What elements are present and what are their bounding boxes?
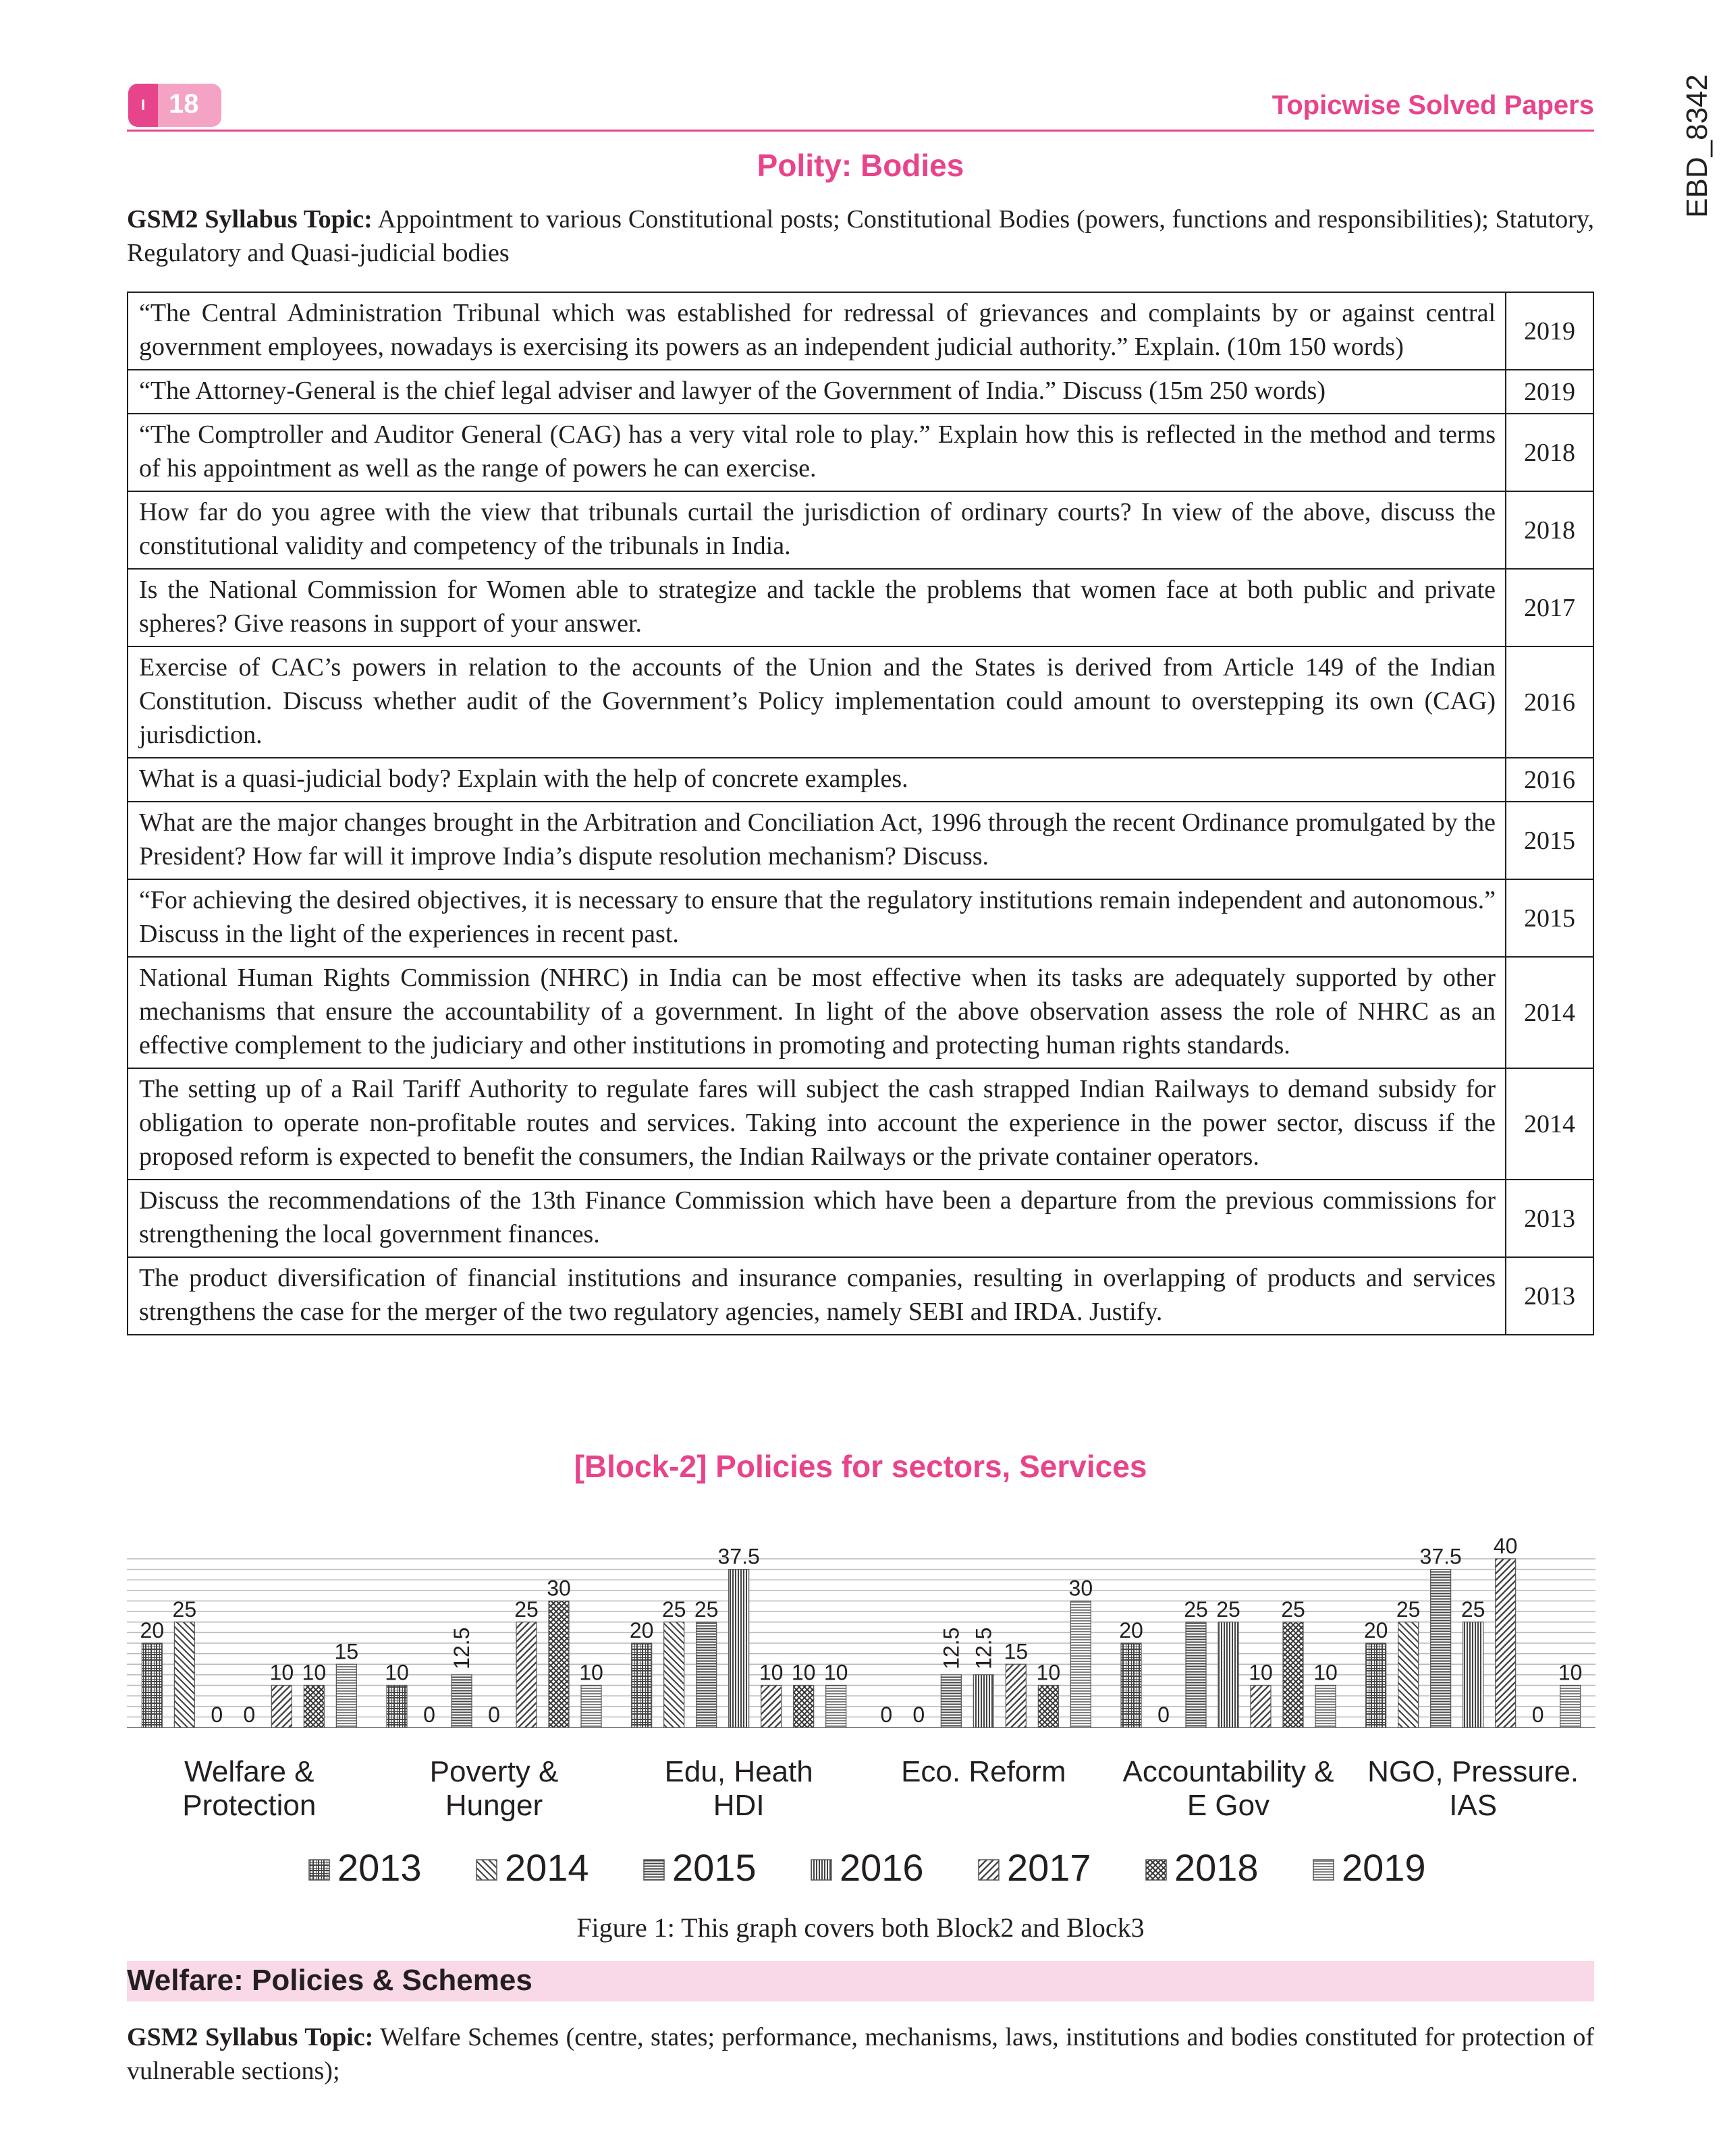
section-title-welfare: Welfare: Policies & Schemes (127, 1964, 532, 1997)
legend-swatch-2017 (979, 1860, 999, 1880)
figure-caption: Figure 1: This graph covers both Block2 and Block3 (576, 1912, 1145, 1943)
running-title: Topicwise Solved Papers (1272, 90, 1594, 120)
question-row (128, 957, 1593, 1068)
question-row (128, 646, 1593, 758)
category-label: IAS (1449, 1789, 1498, 1822)
question-text: “The Comptroller and Auditor General (CAG) has a very vital role to play.” Explain how this is reflected in the method and terms of his appointment as well as the range of powers he can exercise. (128, 414, 1506, 491)
data-label: 37.5 (1419, 1544, 1462, 1569)
question-row (128, 370, 1593, 414)
legend-label: 2019 (1342, 1846, 1426, 1889)
question-year: 2016 (1506, 758, 1593, 802)
bar-2015 (1186, 1622, 1206, 1727)
question-text: The setting up of a Rail Tariff Authority to regulate fares will subject the cash strapped Indian Railways to demand subsidy for obligation to operate non-profitable routes and services. Taking into account the experience in the power sector, discuss if the proposed reform is expected to benefit the consumers, the Indian Railways or the private container operators. (128, 1068, 1506, 1180)
category-label: Accountability & (1122, 1755, 1334, 1788)
bar-2017 (1006, 1664, 1026, 1727)
data-label: 10 (302, 1660, 327, 1685)
bar-2019 (1315, 1686, 1336, 1728)
data-label: 0 (880, 1703, 893, 1727)
bar-2019 (581, 1686, 601, 1728)
category-label: NGO, Pressure. (1367, 1755, 1579, 1788)
data-label: 25 (1396, 1597, 1421, 1622)
data-label: 10 (1313, 1660, 1338, 1685)
syllabus-label: GSM2 Syllabus Topic: (127, 2023, 374, 2051)
bar-2016 (973, 1675, 993, 1727)
data-label: 0 (912, 1703, 925, 1727)
data-label: 20 (629, 1618, 654, 1642)
question-text: What are the major changes brought in the Arbitration and Conciliation Act, 1996 through the recent Ordinance promulgated by the President? How far will it improve India’s dispute resolution mechanism? Discuss. (128, 802, 1506, 879)
legend-label: 2015 (672, 1846, 757, 1889)
bar-2019 (1560, 1686, 1581, 1728)
data-label: 25 (1216, 1597, 1240, 1622)
category-label: Eco. Reform (901, 1755, 1066, 1788)
questions-table (127, 292, 1594, 1335)
data-label: 25 (1281, 1597, 1305, 1622)
syllabus-text: Welfare Schemes (centre, states; performance, mechanisms, laws, institutions and bodies constituted for protection of vulnerable sections); (127, 2023, 1594, 2085)
question-year: 2016 (1506, 646, 1593, 758)
question-text: “For achieving the desired objectives, it is necessary to ensure that the regulatory institutions remain independent and autonomous.” Discuss in the light of the experiences in recent past. (128, 879, 1506, 957)
data-label: 0 (1157, 1703, 1170, 1727)
data-label: 0 (423, 1703, 435, 1727)
question-year: 2014 (1506, 1068, 1593, 1180)
category-label: Poverty & (429, 1755, 559, 1788)
question-year: 2013 (1506, 1257, 1593, 1335)
data-label: 12.5 (449, 1627, 474, 1669)
legend-label: 2014 (505, 1846, 589, 1889)
bar-2019 (336, 1664, 356, 1727)
legend-swatch-2015 (644, 1860, 664, 1880)
syllabus-welfare (127, 2020, 1594, 2088)
bar-2014 (174, 1622, 194, 1727)
category-label: E Gov (1186, 1789, 1270, 1822)
question-row (128, 879, 1593, 957)
bar-2013 (387, 1686, 407, 1728)
chart-svg (127, 1512, 1595, 1957)
bar-2019 (1070, 1601, 1091, 1728)
question-text: “The Attorney-General is the chief legal adviser and lawyer of the Government of India.” Discuss (15m 250 words) (128, 370, 1506, 414)
question-text: Exercise of CAC’s powers in relation to the accounts of the Union and the States is derived from Article 149 of the Indian Constitution. Discuss whether audit of the Government’s Policy implementation could amount to overstepping its own (CAG) jurisdiction. (128, 646, 1506, 758)
data-label: 12.5 (971, 1627, 996, 1669)
bar-2016 (1463, 1622, 1483, 1727)
question-text: Discuss the recommendations of the 13th Finance Commission which have been a departure from the previous commissions for strengthening the local government finances. (128, 1180, 1506, 1257)
legend-label: 2013 (337, 1846, 422, 1889)
question-row (128, 569, 1593, 646)
data-label: 20 (1119, 1618, 1143, 1642)
bar-2017 (761, 1686, 782, 1728)
policies-bar-chart (127, 1512, 1595, 1957)
bar-2013 (632, 1643, 652, 1727)
question-row (128, 414, 1593, 491)
bar-2015 (696, 1622, 717, 1727)
bar-2016 (729, 1570, 749, 1727)
bar-2015 (941, 1675, 961, 1727)
data-label: 0 (1531, 1703, 1544, 1727)
bar-2018 (304, 1686, 324, 1728)
page-number: 18 (169, 89, 199, 119)
question-year: 2018 (1506, 491, 1593, 569)
question-row (128, 491, 1593, 569)
data-label: 15 (1004, 1639, 1029, 1664)
question-row (128, 292, 1593, 370)
question-text: “The Central Administration Tribunal which was established for redressal of grievances and complaints by or against central government employees, nowadays is exercising its powers as an independent judicial authority.” Explain. (10m 150 words) (128, 292, 1506, 370)
bar-2017 (1496, 1559, 1516, 1727)
bar-2018 (549, 1601, 569, 1728)
bar-2015 (452, 1675, 472, 1727)
data-label: 12.5 (939, 1627, 964, 1669)
bar-2018 (1038, 1686, 1058, 1728)
legend-label: 2017 (1007, 1846, 1091, 1889)
bar-2015 (1431, 1570, 1451, 1727)
bar-2018 (1283, 1622, 1303, 1727)
question-text: Is the National Commission for Women able to strategize and tackle the problems that women face at both public and private spheres? Give reasons in support of your answer. (128, 569, 1506, 646)
data-label: 30 (1068, 1576, 1093, 1601)
side-code: EBD_8342 (1681, 74, 1714, 218)
legend-swatch-2013 (309, 1860, 329, 1880)
syllabus-label: GSM2 Syllabus Topic: (127, 205, 373, 233)
question-row (128, 1257, 1593, 1335)
data-label: 37.5 (717, 1544, 760, 1569)
data-label: 0 (488, 1703, 500, 1727)
data-label: 40 (1493, 1534, 1518, 1558)
bar-2016 (1218, 1622, 1238, 1727)
data-label: 25 (1460, 1597, 1485, 1622)
category-label: Protection (182, 1789, 317, 1822)
category-label: Hunger (445, 1789, 543, 1822)
question-row (128, 1068, 1593, 1180)
legend-swatch-2018 (1146, 1860, 1166, 1880)
data-label: 15 (334, 1639, 359, 1664)
question-row (128, 802, 1593, 879)
question-year: 2017 (1506, 569, 1593, 646)
data-label: 25 (661, 1597, 686, 1622)
syllabus-text: Appointment to various Constitutional posts; Constitutional Bodies (powers, functions and responsibilities); Statutory, Regulatory and Quasi-judicial bodies (127, 205, 1594, 267)
question-row (128, 758, 1593, 802)
question-year: 2015 (1506, 879, 1593, 957)
bar-2017 (516, 1622, 537, 1727)
data-label: 25 (514, 1597, 539, 1622)
question-year: 2019 (1506, 370, 1593, 414)
data-label: 0 (211, 1703, 223, 1727)
bar-2019 (826, 1686, 846, 1728)
question-text: What is a quasi-judicial body? Explain with the help of concrete examples. (128, 758, 1506, 802)
question-year: 2015 (1506, 802, 1593, 879)
category-label: Welfare & (184, 1755, 315, 1788)
question-year: 2014 (1506, 957, 1593, 1068)
data-label: 25 (172, 1597, 197, 1622)
data-label: 25 (1184, 1597, 1208, 1622)
bar-2013 (1366, 1643, 1386, 1727)
legend-swatch-2016 (811, 1860, 831, 1880)
data-label: 10 (1558, 1660, 1583, 1685)
data-label: 20 (1363, 1618, 1388, 1642)
question-year: 2013 (1506, 1180, 1593, 1257)
category-label: Edu, Heath (664, 1755, 813, 1788)
syllabus-polity (127, 202, 1594, 270)
data-label: 30 (547, 1576, 571, 1601)
page-marker: I (128, 84, 158, 127)
data-label: 10 (1036, 1660, 1061, 1685)
data-label: 10 (269, 1660, 294, 1685)
question-text: National Human Rights Commission (NHRC) in India can be most effective when its tasks are adequately supported by other mechanisms that ensure the accountability of a government. In light of the above observation assess the role of NHRC as an effective complement to the judiciary and other institutions in promoting and protecting human rights standards. (128, 957, 1506, 1068)
bar-2013 (1121, 1643, 1141, 1727)
data-label: 10 (1249, 1660, 1273, 1685)
data-label: 0 (243, 1703, 256, 1727)
data-label: 10 (385, 1660, 409, 1685)
section-title-block2: [Block-2] Policies for sectors, Services (574, 1449, 1147, 1484)
data-label: 10 (579, 1660, 603, 1685)
question-year: 2018 (1506, 414, 1593, 491)
bar-2013 (142, 1643, 162, 1727)
bar-2014 (664, 1622, 684, 1727)
legend-label: 2018 (1174, 1846, 1259, 1889)
section-title-polity: Polity: Bodies (757, 148, 964, 183)
bar-2018 (794, 1686, 814, 1728)
question-text: The product diversification of financial institutions and insurance companies, resulting in overlapping of products and services strengthens the case for the merger of the two regulatory agencies, namely SEBI and IRDA. Justify. (128, 1257, 1506, 1335)
data-label: 25 (694, 1597, 719, 1622)
category-label: HDI (713, 1789, 765, 1822)
legend-swatch-2019 (1313, 1860, 1334, 1880)
data-label: 10 (823, 1660, 848, 1685)
question-row (128, 1180, 1593, 1257)
legend-swatch-2014 (476, 1860, 497, 1880)
data-label: 10 (791, 1660, 816, 1685)
question-text: How far do you agree with the view that tribunals curtail the jurisdiction of ordinary courts? In view of the above, discuss the constitutional validity and competency of the tribunals in India. (128, 491, 1506, 569)
page-number-badge (128, 84, 221, 127)
legend-label: 2016 (840, 1846, 924, 1889)
data-label: 20 (140, 1618, 165, 1642)
bar-2014 (1398, 1622, 1419, 1727)
section-band-welfare (127, 1961, 1594, 2001)
header-rule (127, 130, 1594, 132)
bar-2017 (1251, 1686, 1271, 1728)
bar-2017 (271, 1686, 292, 1728)
question-year: 2019 (1506, 292, 1593, 370)
data-label: 10 (759, 1660, 784, 1685)
